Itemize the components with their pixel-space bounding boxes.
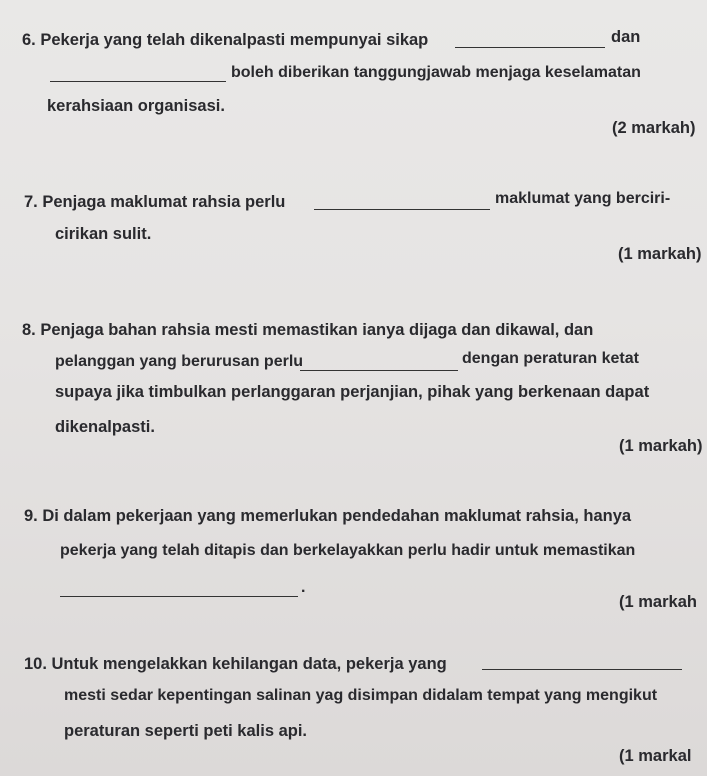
q6-text-line2: boleh diberikan tanggungjawab menjaga keselamatan	[231, 64, 641, 81]
q6-marks: (2 markah)	[612, 119, 696, 137]
q9-marks: (1 markah	[619, 593, 697, 611]
q9-blank[interactable]	[60, 596, 298, 597]
q7-text-line2: cirikan sulit.	[55, 225, 152, 243]
q8-text-line3: supaya jika timbulkan perlanggaran perjanjian, pihak yang berkenaan dapat	[55, 383, 650, 401]
q10-text-line2: mesti sedar kepentingan salinan yag disimpan didalam tempat yang mengikut	[64, 687, 658, 704]
q7-marks: (1 markah)	[618, 245, 702, 263]
q7-text-line1: 7. Penjaga maklumat rahsia perlu	[24, 193, 286, 211]
q8-text-line4: dikenalpasti.	[55, 418, 155, 436]
q9-text-line3-period: .	[301, 579, 306, 596]
q7-text-line1-end: maklumat yang berciri-	[495, 190, 671, 207]
q10-text-line3: peraturan seperti peti kalis api.	[64, 722, 308, 740]
q10-text-line1: 10. Untuk mengelakkan kehilangan data, pekerja yang	[24, 655, 447, 673]
q8-blank[interactable]	[300, 370, 458, 371]
q7-blank[interactable]	[314, 209, 490, 210]
q6-text-dan: dan	[611, 28, 641, 46]
q9-text-line2: pekerja yang telah ditapis dan berkelayakkan perlu hadir untuk memastikan	[60, 542, 636, 559]
q6-text-line1: 6. Pekerja yang telah dikenalpasti mempunyai sikap	[22, 31, 429, 49]
q10-blank[interactable]	[482, 669, 682, 670]
q6-blank-2[interactable]	[50, 81, 226, 82]
q8-text-line2-end: dengan peraturan ketat	[462, 350, 639, 367]
q8-text-line2: pelanggan yang berurusan perlu	[55, 353, 304, 370]
q6-text-line3: kerahsiaan organisasi.	[47, 97, 225, 115]
q6-blank-1[interactable]	[455, 47, 605, 48]
q8-marks: (1 markah)	[619, 437, 703, 455]
q9-text-line1: 9. Di dalam pekerjaan yang memerlukan pendedahan maklumat rahsia, hanya	[24, 507, 632, 525]
q8-text-line1: 8. Penjaga bahan rahsia mesti memastikan ianya dijaga dan dikawal, dan	[22, 321, 594, 339]
q10-marks: (1 markal	[619, 747, 692, 765]
